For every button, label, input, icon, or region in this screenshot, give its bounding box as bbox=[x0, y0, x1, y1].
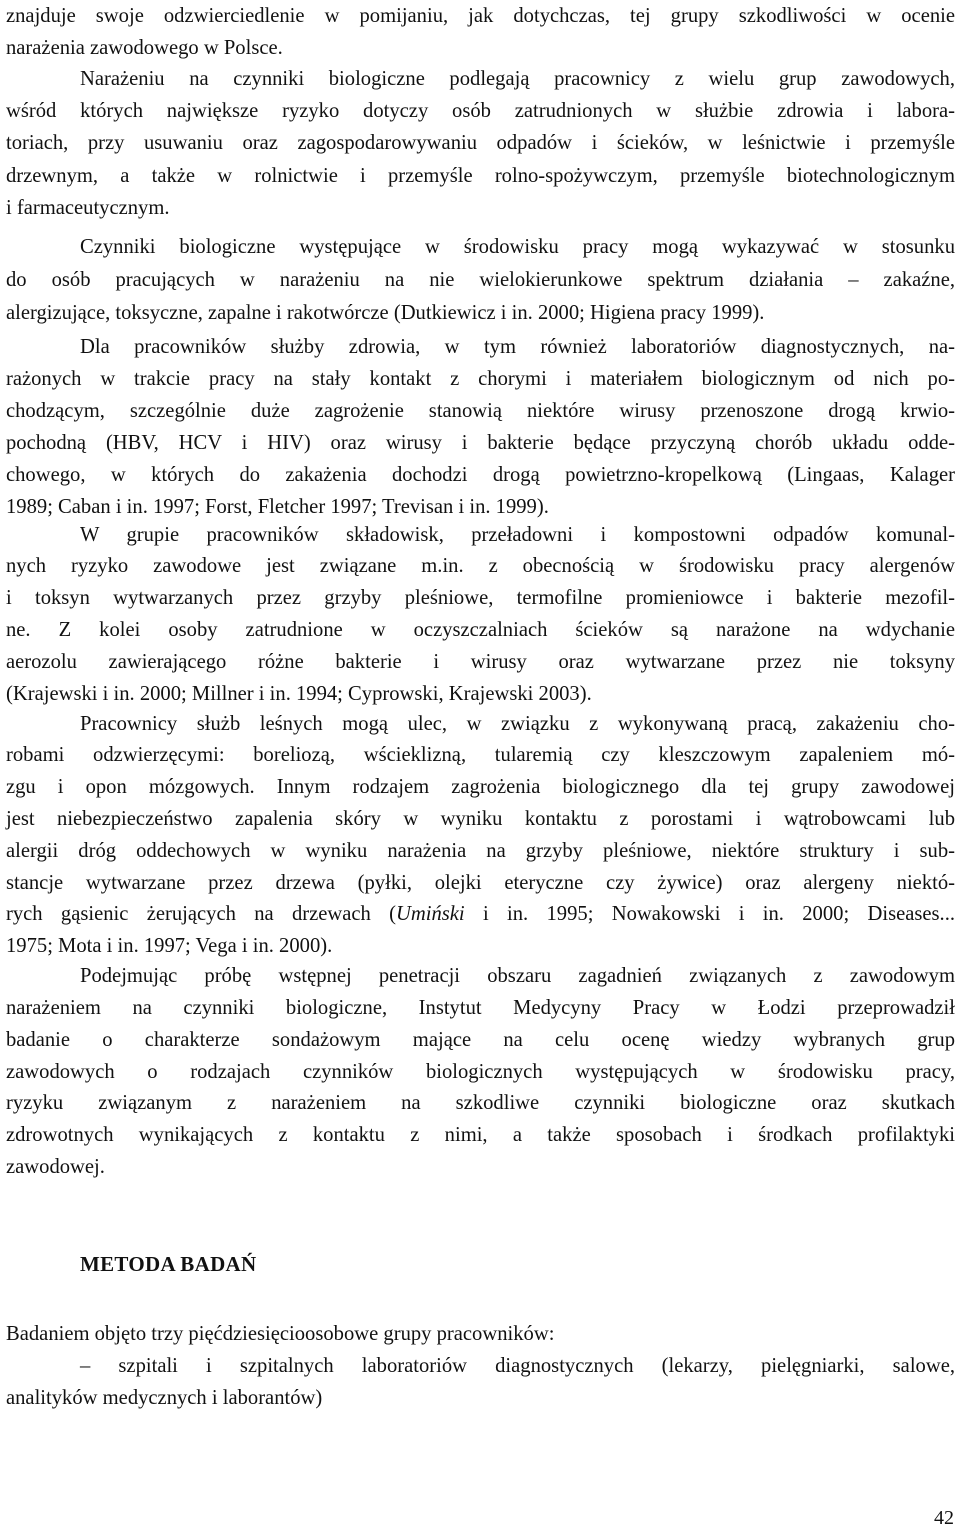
paragraph-3-line-2: rażonych w trakcie pracy na stały kontakt z chorymi i materiałem biologicznym od nich po- bbox=[6, 368, 955, 390]
paragraph-5-line-3: zgu i opon mózgowych. Innym rodzajem zagrożenia biologicznego dla tej grupy zawodowej bbox=[6, 776, 955, 798]
paragraph-5-line-6: stancje wytwarzane przez drzewa (pyłki, olejki eteryczne czy żywice) oraz alergeny niektó- bbox=[6, 872, 955, 894]
paragraph-5-line-last: 1975; Mota i in. 1997; Vega i in. 2000). bbox=[6, 935, 333, 957]
paragraph-6-line-6: zdrowotnych wynikających z kontaktu z nimi, a także sposobach i środkach profilaktyki bbox=[6, 1124, 955, 1146]
paragraph-6-line-3: badanie o charakterze sondażowym mające na celu ocenę wiedzy wybranych grup bbox=[6, 1029, 955, 1051]
paragraph-3-line-6: 1989; Caban i in. 1997; Forst, Fletcher 1997; Trevisan i in. 1999). bbox=[6, 496, 549, 518]
paragraph-3-line-1: Dla pracowników służby zdrowia, w tym również laboratoriów diagnostycznych, na- bbox=[80, 336, 955, 358]
paragraph-6-line-1: Podejmując próbę wstępnej penetracji obszaru zagadnień związanych z zawodowym bbox=[80, 965, 955, 987]
paragraph-4-line-4: ne. Z kolei osoby zatrudnione w oczyszczalniach ścieków są narażone na wdychanie bbox=[6, 619, 955, 641]
paragraph-6-line-5: ryzyku związanym z narażeniem na szkodliwe czynniki biologiczne oraz skutkach bbox=[6, 1092, 955, 1114]
paragraph-5-line-1: Pracownicy służb leśnych mogą ulec, w związku z wykonywaną pracą, zakażeniu cho- bbox=[80, 713, 955, 735]
paragraph-6-line-7: zawodowej. bbox=[6, 1156, 105, 1178]
paragraph-1-line-4: drzewnym, a także w rolnictwie i przemyśle rolno-spożywczym, przemyśle biotechnologicznym bbox=[6, 165, 955, 187]
paragraph-5-line-5: alergii dróg oddechowych w wyniku narażenia na grzyby pleśniowe, niektóre struktury i sub- bbox=[6, 840, 955, 862]
intro-line-2: narażenia zawodowego w Polsce. bbox=[6, 37, 283, 59]
paragraph-2-line-1: Czynniki biologiczne występujące w środowisku pracy mogą wykazywać w stosunku bbox=[80, 236, 955, 258]
citation-text-before: rych gąsienic żerujących na drzewach ( bbox=[6, 903, 397, 925]
paragraph-3-line-4: pochodną (HBV, HCV i HIV) oraz wirusy i bakterie będące przyczyną chorób układu odde- bbox=[6, 432, 955, 454]
paragraph-5-citation-line bbox=[6, 901, 955, 927]
paragraph-4-line-2: nych ryzyko zawodowe jest związane m.in. z obecnością w środowisku pracy alergenów bbox=[6, 555, 955, 577]
methods-intro: Badaniem objęto trzy pięćdziesięcioosobowe grupy pracowników: bbox=[6, 1323, 555, 1345]
paragraph-4-line-3: i toksyn wytwarzanych przez grzyby pleśniowe, termofilne promieniowce i bakterie mezofil- bbox=[6, 587, 955, 609]
section-heading: METODA BADAŃ bbox=[80, 1252, 257, 1276]
paragraph-2-line-2: do osób pracujących w narażeniu na nie wielokierunkowe spektrum działania – zakaźne, bbox=[6, 269, 955, 291]
paragraph-1-line-3: toriach, przy usuwaniu oraz zagospodarowywaniu odpadów i ścieków, w leśnictwie i przemyśle bbox=[6, 132, 955, 154]
paragraph-6-line-2: narażeniem na czynniki biologiczne, Instytut Medycyny Pracy w Łodzi przeprowadził bbox=[6, 997, 955, 1019]
page-number: 42 bbox=[934, 1507, 954, 1529]
paragraph-4-line-6: (Krajewski i in. 2000; Millner i in. 1994; Cyprowski, Krajewski 2003). bbox=[6, 683, 592, 705]
paragraph-1-line-5: i farmaceutycznym. bbox=[6, 197, 170, 219]
paragraph-6-line-4: zawodowych o rodzajach czynników biologicznych występujących w środowisku pracy, bbox=[6, 1061, 955, 1083]
paragraph-3-line-5: chowego, w których do zakażenia dochodzi drogą powietrzno-kropelkową (Lingaas, Kalager bbox=[6, 464, 955, 486]
methods-list-item-line-2: analityków medycznych i laborantów) bbox=[6, 1387, 323, 1409]
paragraph-5-line-2: robami odzwierzęcymi: boreliozą, wścieklizną, tularemią czy kleszczowym zapaleniem mó- bbox=[6, 744, 955, 766]
citation-author-italic: Umiński bbox=[396, 903, 465, 925]
paragraph-1-line-2: wśród których największe ryzyko dotyczy osób zatrudnionych w służbie zdrowia i labora- bbox=[6, 100, 955, 122]
paragraph-2-line-3: alergizujące, toksyczne, zapalne i rakotwórcze (Dutkiewicz i in. 2000; Higiena pracy 1999). bbox=[6, 302, 765, 324]
paragraph-1-line-1: Narażeniu na czynniki biologiczne podlegają pracownicy z wielu grup zawodowych, bbox=[80, 68, 955, 90]
paragraph-4-line-5: aerozolu zawierającego różne bakterie i wirusy oraz wytwarzane przez nie toksyny bbox=[6, 651, 955, 673]
paragraph-5-line-4: jest niebezpieczeństwo zapalenia skóry w wyniku kontaktu z porostami i wątrobowcami lub bbox=[6, 808, 955, 830]
citation-text-after: i in. 1995; Nowakowski i in. 2000; Diseases... bbox=[464, 903, 955, 925]
paragraph-4-line-1: W grupie pracowników składowisk, przeładowni i kompostowni odpadów komunal- bbox=[80, 524, 955, 546]
intro-line-1: znajduje swoje odzwierciedlenie w pomijaniu, jak dotychczas, tej grupy szkodliwości w ocenie bbox=[6, 5, 955, 27]
methods-list-item-line-1: – szpitali i szpitalnych laboratoriów diagnostycznych (lekarzy, pielęgniarki, salowe, bbox=[80, 1355, 955, 1377]
paragraph-3-line-3: chodzącym, szczególnie duże zagrożenie stanowią niektóre wirusy przenoszone drogą krwio- bbox=[6, 400, 955, 422]
